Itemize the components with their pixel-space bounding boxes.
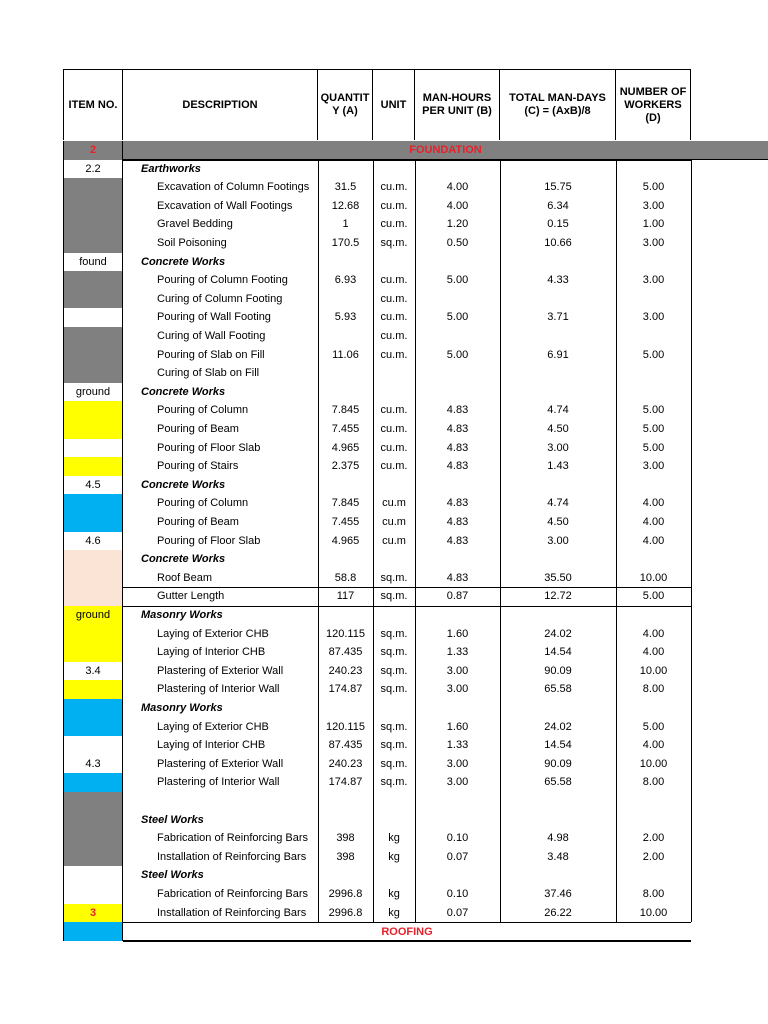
- column-divider: [373, 160, 374, 923]
- man-hours-cell: 1.60: [446, 627, 469, 640]
- item-no-cell: [63, 420, 123, 439]
- description-cell: Laying of Interior CHB: [157, 646, 266, 659]
- man-days-cell: [500, 327, 616, 346]
- workers-cell: 5.00: [642, 404, 665, 417]
- man-days-cell: 14.54: [544, 739, 572, 752]
- item-no-cell: [63, 866, 123, 885]
- quantity-cell: 7.455: [331, 423, 360, 435]
- unit-cell: kg: [388, 888, 400, 900]
- item-no-cell: [63, 625, 123, 644]
- description-cell: Pouring of Column Footing: [157, 274, 288, 287]
- man-hours-cell: 4.83: [446, 423, 469, 435]
- workers-cell: 2.00: [642, 832, 665, 845]
- unit-cell: cu.m.: [380, 423, 408, 435]
- man-hours-cell: 0.10: [446, 888, 469, 900]
- quantity-cell: 240.23: [328, 664, 363, 677]
- workers-cell: 4.00: [642, 497, 665, 510]
- man-days-cell: 0.15: [547, 218, 569, 231]
- man-days-cell: 65.58: [544, 683, 572, 696]
- workers-cell: 5.00: [642, 720, 665, 733]
- item-no-cell: [63, 215, 123, 234]
- unit-cell: sq.m.: [380, 571, 408, 584]
- quantity-cell: 11.06: [332, 348, 359, 361]
- description-cell: [123, 792, 318, 811]
- quantity-cell: 87.435: [328, 646, 363, 659]
- description-cell: Pouring of Floor Slab: [157, 534, 261, 547]
- unit-cell: kg: [388, 850, 400, 863]
- man-hours-cell: [415, 290, 500, 309]
- unit-cell: sq.m.: [380, 664, 408, 677]
- quantity-cell: [318, 290, 373, 309]
- man-days-cell: 3.48: [547, 850, 569, 863]
- item-no-cell: [63, 848, 123, 867]
- section-title: ROOFING: [123, 922, 691, 941]
- item-no-cell: [63, 643, 123, 662]
- item-no-cell: [63, 736, 123, 755]
- description-cell: Laying of Exterior CHB: [157, 627, 269, 640]
- quantity-cell: 87.435: [328, 739, 363, 752]
- workers-cell: 10.00: [639, 757, 668, 770]
- man-days-cell: 6.91: [547, 348, 569, 361]
- item-no-cell: [63, 178, 123, 197]
- description-cell: Pouring of Stairs: [157, 460, 239, 473]
- quantity-cell: 120.115: [326, 627, 365, 640]
- unit-cell: cu.m: [382, 497, 406, 510]
- man-hours-cell: 5.00: [446, 348, 469, 361]
- description-cell: Concrete Works: [141, 478, 226, 491]
- workers-cell: 5.00: [642, 423, 665, 435]
- man-days-cell: 65.58: [544, 776, 572, 789]
- man-days-cell: 24.02: [544, 720, 572, 733]
- quantity-cell: 2996.8: [328, 888, 363, 900]
- man-hours-cell: 4.83: [446, 571, 469, 584]
- workers-cell: 4.00: [642, 646, 665, 659]
- workers-cell: 10.00: [639, 571, 668, 584]
- man-hours-cell: 3.00: [446, 757, 469, 770]
- description-cell: Concrete Works: [141, 385, 226, 398]
- man-days-cell: 3.00: [547, 534, 569, 547]
- unit-cell: sq.m.: [380, 627, 408, 640]
- workers-cell: [616, 327, 691, 346]
- description-cell: Pouring of Beam: [157, 516, 239, 528]
- description-cell: Soil Poisoning: [157, 237, 227, 249]
- description-cell: Laying of Interior CHB: [157, 739, 266, 752]
- workers-cell: 8.00: [642, 888, 665, 900]
- item-no-cell: 2.2: [63, 160, 123, 179]
- description-cell: Installation of Reinforcing Bars: [157, 906, 307, 919]
- unit-cell: sq.m.: [380, 739, 408, 752]
- description-cell: Gutter Length: [157, 590, 225, 603]
- man-days-cell: 15.75: [544, 181, 572, 194]
- man-hours-cell: 1.33: [446, 739, 469, 752]
- unit-cell: cu.m.: [380, 460, 408, 473]
- description-cell: Curing of Wall Footing: [157, 330, 266, 342]
- man-days-cell: [500, 364, 616, 383]
- man-days-cell: 10.66: [544, 237, 572, 249]
- unit-cell: cu.m.: [380, 311, 408, 324]
- man-days-cell: 4.98: [547, 832, 569, 845]
- item-no-cell: [63, 271, 123, 290]
- description-cell: Concrete Works: [141, 255, 226, 268]
- unit-cell: cu.m: [382, 534, 406, 547]
- item-no-cell: [63, 680, 123, 699]
- quantity-cell: 12.68: [331, 199, 360, 212]
- man-hours-cell: [415, 327, 500, 346]
- description-cell: Masonry Works: [141, 609, 223, 621]
- man-days-cell: 90.09: [544, 664, 572, 677]
- man-days-cell: 90.09: [544, 757, 572, 770]
- description-cell: Gravel Bedding: [157, 218, 233, 231]
- quantity-cell: 120.115: [326, 720, 365, 733]
- man-hours-cell: 3.00: [446, 683, 469, 696]
- header-man-hours: MAN-HOURS PER UNIT (B): [415, 70, 500, 140]
- item-no-cell: [63, 699, 123, 718]
- man-hours-cell: 4.00: [446, 181, 469, 194]
- unit-cell: kg: [388, 906, 400, 919]
- item-no-cell: [63, 811, 123, 830]
- quantity-cell: [318, 327, 373, 346]
- unit-cell: sq.m.: [380, 757, 408, 770]
- body-top-border: [123, 160, 691, 161]
- item-no-cell: ground: [63, 606, 123, 625]
- item-no-cell: [63, 829, 123, 848]
- unit-cell: cu.m: [382, 516, 406, 528]
- unit-cell: sq.m.: [380, 683, 408, 696]
- description-cell: Plastering of Interior Wall: [157, 776, 280, 789]
- man-hours-cell: 4.83: [446, 516, 469, 528]
- description-cell: Pouring of Column: [157, 497, 249, 510]
- table-bottom-border: [123, 941, 691, 942]
- quantity-cell: 7.845: [331, 404, 360, 417]
- item-no-cell: 4.5: [63, 476, 123, 495]
- item-no-cell: ground: [63, 383, 123, 402]
- man-hours-cell: 0.10: [446, 832, 469, 845]
- item-no-cell: [63, 513, 123, 532]
- man-days-cell: 3.00: [547, 441, 569, 454]
- item-no-cell: [63, 773, 123, 792]
- man-hours-cell: 0.07: [446, 850, 469, 863]
- item-no-cell: [63, 234, 123, 253]
- item-no-cell: [63, 327, 123, 346]
- quantity-cell: 170.5: [331, 237, 360, 249]
- description-cell: Pouring of Beam: [157, 423, 239, 435]
- item-no-cell: 4.3: [63, 755, 123, 774]
- description-cell: Pouring of Wall Footing: [157, 311, 271, 324]
- quantity-cell: 5.93: [334, 311, 357, 324]
- description-cell: Fabrication of Reinforcing Bars: [157, 832, 309, 845]
- man-hours-cell: 1.33: [446, 646, 469, 659]
- unit-cell: cu.m.: [380, 181, 408, 194]
- man-hours-cell: 3.00: [446, 664, 469, 677]
- item-no-cell: [63, 346, 123, 365]
- man-hours-cell: 4.83: [446, 460, 469, 473]
- item-no-cell: 2: [63, 141, 123, 160]
- item-no-cell: [63, 718, 123, 737]
- header-total-man-days: TOTAL MAN-DAYS (C) = (AxB)/8: [500, 70, 616, 140]
- man-days-cell: 4.74: [547, 497, 569, 510]
- quantity-cell: 174.87: [328, 683, 363, 696]
- man-days-cell: 26.22: [544, 906, 572, 919]
- quantity-cell: 7.845: [331, 497, 360, 510]
- workers-cell: 3.00: [642, 274, 665, 287]
- quantity-cell: 4.965: [331, 441, 360, 454]
- quantity-cell: 398: [336, 850, 355, 863]
- quantity-cell: 58.8: [334, 571, 357, 584]
- header-unit: UNIT: [373, 70, 415, 140]
- man-hours-cell: 0.07: [446, 906, 469, 919]
- quantity-cell: 117: [336, 590, 355, 603]
- man-days-cell: 6.34: [547, 199, 569, 212]
- unit-cell: cu.m.: [380, 441, 408, 454]
- man-hours-cell: 0.50: [446, 237, 469, 249]
- description-cell: Plastering of Exterior Wall: [157, 757, 284, 770]
- man-days-cell: 37.46: [544, 888, 572, 900]
- man-days-cell: [500, 290, 616, 309]
- unit-cell: cu.m.: [380, 199, 408, 212]
- workers-cell: 5.00: [642, 181, 665, 194]
- man-hours-cell: [415, 364, 500, 383]
- item-no-cell: 3.4: [63, 662, 123, 681]
- workers-cell: [616, 290, 691, 309]
- description-cell: Concrete Works: [141, 553, 226, 566]
- workers-cell: 1.00: [642, 218, 665, 231]
- item-no-cell: [63, 885, 123, 904]
- description-cell: Plastering of Interior Wall: [157, 683, 280, 696]
- item-no-cell: [63, 401, 123, 420]
- item-no-cell: [63, 922, 123, 941]
- section-title: FOUNDATION: [123, 141, 768, 160]
- unit-cell: sq.m.: [380, 776, 408, 789]
- column-divider: [415, 160, 416, 923]
- description-cell: Pouring of Floor Slab: [157, 441, 261, 454]
- description-cell: Excavation of Column Footings: [157, 181, 310, 194]
- workers-cell: 8.00: [642, 683, 665, 696]
- man-days-cell: 1.43: [547, 460, 569, 473]
- item-no-cell: [63, 197, 123, 216]
- unit-cell: sq.m.: [380, 237, 408, 249]
- workers-cell: 4.00: [642, 534, 665, 547]
- header-workers: NUMBER OF WORKERS (D): [616, 70, 691, 140]
- item-no-cell: 3: [63, 904, 123, 923]
- item-no-cell: [63, 494, 123, 513]
- quantity-cell: 2996.8: [328, 906, 363, 919]
- quantity-cell: 4.965: [331, 534, 360, 547]
- quantity-cell: 6.93: [334, 274, 357, 287]
- description-cell: Roof Beam: [157, 571, 213, 584]
- unit-cell: cu.m.: [380, 348, 408, 361]
- man-days-cell: 3.71: [547, 311, 569, 324]
- man-hours-cell: 4.83: [446, 441, 469, 454]
- quantity-cell: 398: [336, 832, 355, 845]
- unit-cell: cu.m.: [380, 330, 408, 342]
- description-cell: Earthworks: [141, 162, 201, 175]
- description-cell: Curing of Slab on Fill: [157, 367, 260, 380]
- man-days-cell: 14.54: [544, 646, 572, 659]
- header-description: DESCRIPTION: [123, 70, 318, 140]
- unit-cell: cu.m.: [380, 274, 408, 287]
- quantity-cell: 1: [342, 218, 349, 231]
- man-hours-cell: 3.00: [446, 776, 469, 789]
- description-cell: Fabrication of Reinforcing Bars: [157, 888, 309, 900]
- item-no-cell: [63, 792, 123, 811]
- man-hours-cell: 5.00: [446, 311, 469, 324]
- item-no-cell: [63, 550, 123, 569]
- man-days-cell: 4.50: [547, 516, 569, 528]
- item-no-cell: found: [63, 253, 123, 272]
- workers-cell: 10.00: [639, 664, 668, 677]
- quantity-cell: 31.5: [334, 181, 357, 194]
- description-cell: Steel Works: [141, 869, 204, 882]
- item-no-cell: [63, 457, 123, 476]
- man-days-cell: 4.33: [547, 274, 569, 287]
- workers-cell: 5.00: [642, 441, 665, 454]
- man-hours-cell: 5.00: [446, 274, 469, 287]
- description-cell: Installation of Reinforcing Bars: [157, 850, 307, 863]
- unit-cell: sq.m.: [380, 720, 408, 733]
- column-divider: [318, 160, 319, 923]
- description-cell: Pouring of Column: [157, 404, 249, 417]
- item-no-cell: [63, 587, 123, 606]
- quantity-cell: 174.87: [328, 776, 363, 789]
- description-cell: Steel Works: [141, 813, 204, 826]
- man-hours-cell: 0.87: [446, 590, 469, 603]
- unit-cell: cu.m.: [380, 218, 408, 231]
- unit-cell: sq.m.: [380, 590, 408, 603]
- item-no-cell: 4.6: [63, 532, 123, 551]
- header-item-no: ITEM NO.: [63, 70, 123, 140]
- workers-cell: 4.00: [642, 516, 665, 528]
- quantity-cell: [318, 364, 373, 383]
- man-days-cell: 4.50: [547, 423, 569, 435]
- workers-cell: 2.00: [642, 850, 665, 863]
- column-divider: [500, 160, 501, 923]
- unit-cell: cu.m.: [380, 404, 408, 417]
- quantity-cell: 7.455: [331, 516, 360, 528]
- unit-cell: [373, 364, 415, 383]
- man-days-cell: 4.74: [547, 404, 569, 417]
- workers-cell: 3.00: [642, 199, 665, 212]
- column-divider: [616, 160, 617, 923]
- man-hours-cell: 1.60: [446, 720, 469, 733]
- man-days-cell: 12.72: [544, 590, 572, 603]
- header-top-border: [63, 69, 691, 70]
- unit-cell: kg: [388, 832, 400, 845]
- workers-cell: 3.00: [642, 460, 665, 473]
- unit-cell: cu.m.: [380, 292, 408, 305]
- man-hours-cell: 4.00: [446, 199, 469, 212]
- description-cell: Curing of Column Footing: [157, 292, 283, 305]
- item-no-cell: [63, 439, 123, 458]
- item-no-cell: [63, 290, 123, 309]
- description-cell: Pouring of Slab on Fill: [157, 348, 265, 361]
- workers-cell: 8.00: [642, 776, 665, 789]
- workers-cell: 5.00: [642, 348, 665, 361]
- column-divider: [691, 160, 692, 923]
- man-hours-cell: 1.20: [446, 218, 469, 231]
- workers-cell: 3.00: [642, 237, 665, 249]
- description-cell: Excavation of Wall Footings: [157, 199, 293, 212]
- man-hours-cell: 4.83: [446, 534, 469, 547]
- item-no-cell: [63, 569, 123, 588]
- quantity-cell: 240.23: [328, 757, 363, 770]
- item-no-cell: [63, 364, 123, 383]
- man-days-cell: 24.02: [544, 627, 572, 640]
- man-days-cell: 35.50: [544, 571, 572, 584]
- workers-cell: 5.00: [642, 590, 665, 603]
- workers-cell: 4.00: [642, 739, 665, 752]
- description-cell: Masonry Works: [141, 702, 223, 714]
- workers-cell: 3.00: [642, 311, 665, 324]
- quantity-cell: 2.375: [331, 460, 360, 473]
- description-cell: Laying of Exterior CHB: [157, 720, 269, 733]
- man-hours-cell: 4.83: [446, 497, 469, 510]
- workers-cell: 4.00: [642, 627, 665, 640]
- item-no-cell: [63, 308, 123, 327]
- workers-cell: 10.00: [639, 906, 668, 919]
- row-border: [123, 587, 691, 588]
- header-quantity: QUANTIT Y (A): [318, 70, 373, 140]
- man-hours-cell: 4.83: [446, 404, 469, 417]
- unit-cell: sq.m.: [380, 646, 408, 659]
- description-cell: Plastering of Exterior Wall: [157, 664, 284, 677]
- workers-cell: [616, 364, 691, 383]
